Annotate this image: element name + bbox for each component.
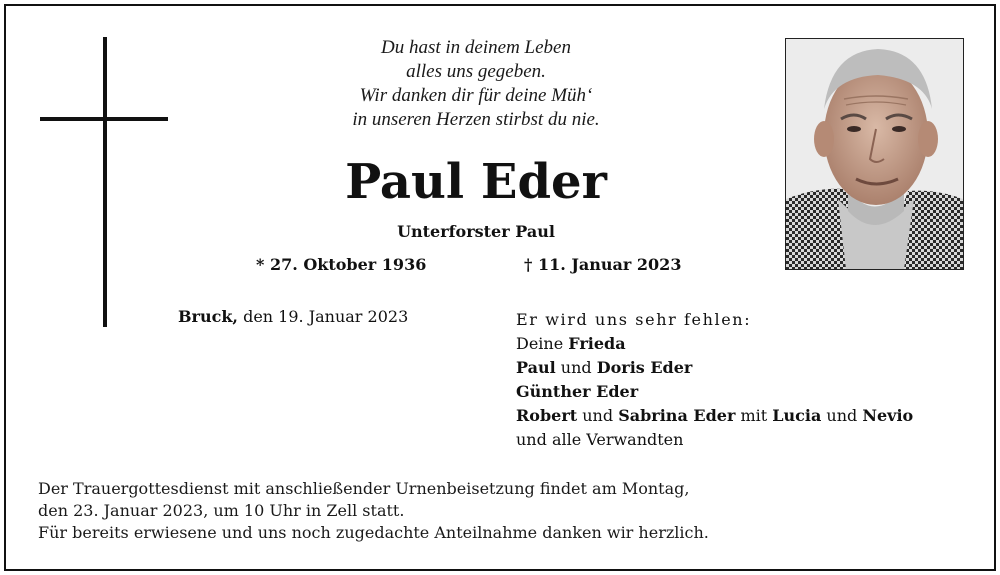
deceased-nickname: Unterforster Paul: [397, 222, 555, 241]
mourner-name: Nevio: [862, 406, 914, 425]
birth-date: * 27. Oktober 1936: [256, 255, 427, 274]
mourner-line: [516, 404, 913, 428]
mourner-name: Sabrina Eder: [618, 406, 736, 425]
mourner-name: Günther Eder: [516, 382, 639, 401]
poem-line: alles uns gegeben.: [406, 61, 546, 82]
mourner-text: Deine: [516, 334, 569, 353]
service-line: Für bereits erwiesene und uns noch zugedachte Anteilnahme danken wir herzlich.: [38, 523, 709, 542]
deceased-name: Paul Eder: [345, 154, 607, 210]
mourner-line: [516, 380, 913, 404]
cross-horizontal-bar: [40, 117, 168, 121]
service-notice: [38, 478, 709, 544]
place: Bruck,: [178, 307, 238, 326]
mourner-text: mit: [735, 406, 773, 425]
mourner-name: Lucia: [772, 406, 822, 425]
service-line: Der Trauergottesdienst mit anschließender Urnenbeisetzung findet am Montag,: [38, 479, 690, 498]
mourners-intro: Er wird uns sehr fehlen:: [516, 310, 752, 329]
place-date: [178, 306, 408, 328]
mourner-name: Frieda: [568, 334, 626, 353]
date: den 19. Januar 2023: [237, 307, 409, 326]
mourner-text: und: [555, 358, 597, 377]
obituary-frame: [4, 4, 996, 571]
poem-line: in unseren Herzen stirbst du nie.: [352, 109, 600, 130]
mourner-line: und alle Verwandten: [516, 430, 684, 449]
poem: [276, 36, 676, 132]
mourner-line: [516, 356, 913, 380]
portrait-photo: [785, 38, 964, 270]
mourners-list: [516, 308, 913, 452]
mourner-line: [516, 332, 913, 356]
service-line: den 23. Januar 2023, um 10 Uhr in Zell statt.: [38, 501, 405, 520]
portrait-photo-icon: [786, 39, 963, 269]
mourner-name: Robert: [516, 406, 578, 425]
cross-vertical-bar: [103, 37, 107, 327]
poem-line: Wir danken dir für deine Müh‘: [359, 85, 593, 106]
mourner-text: und: [577, 406, 619, 425]
mourner-name: Paul: [516, 358, 556, 377]
mourner-text: und: [821, 406, 863, 425]
mourner-name: Doris Eder: [596, 358, 693, 377]
poem-line: Du hast in deinem Leben: [381, 37, 571, 58]
death-date: † 11. Januar 2023: [524, 255, 682, 274]
